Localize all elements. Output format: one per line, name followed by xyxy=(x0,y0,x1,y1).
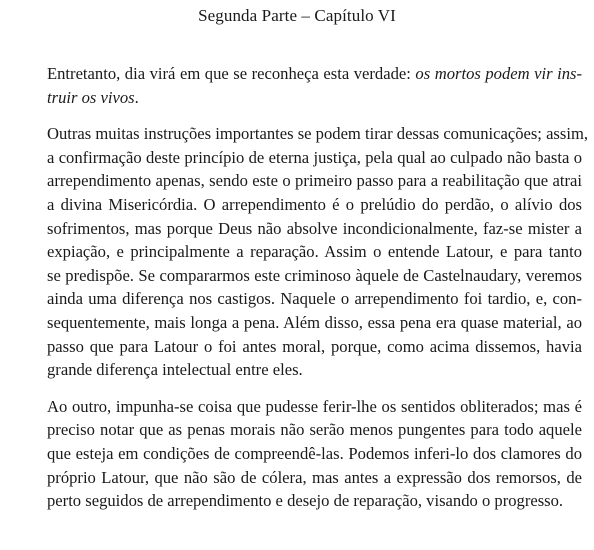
text-line: se predispõe. Se compararmos este criminoso àquele de Castelnaudary, veremos xyxy=(47,265,582,285)
text-line: a confirmação deste princípio de eterna justiça, pela qual ao culpado não basta o xyxy=(47,147,582,167)
italic-quote: os mortos podem vir ins- xyxy=(415,64,583,83)
paragraph-1-line-2: truir os vivos. xyxy=(47,87,139,107)
italic-quote-continued: truir os vivos xyxy=(47,87,135,107)
running-header: Segunda Parte – Capítulo VI xyxy=(198,6,396,25)
paragraph-3 xyxy=(47,395,582,513)
text-line: próprio Latour, que não são de cólera, mas antes a expressão dos remorsos, de xyxy=(47,467,582,487)
text-line: arrependimento apenas, sendo este o primeiro passo para a reabilitação que atrai xyxy=(47,171,582,191)
paragraph-2 xyxy=(47,122,589,382)
paragraph-1-line-1: Entretanto, dia virá em que se reconheça esta verdade: os mortos podem vir ins- xyxy=(47,64,583,83)
text-line: grande diferença intelectual entre eles. xyxy=(47,360,303,380)
body-text xyxy=(47,62,589,513)
text-line: a divina Misericórdia. O arrependimento é o prelúdio do perdão, o alívio dos xyxy=(47,194,582,214)
text-line: expiação, e principalmente a reparação. Assim o entende Latour, e para tanto xyxy=(47,242,582,262)
paragraph-1 xyxy=(47,62,582,109)
text-line: preciso notar que as penas morais não serão menos pungentes para todo aquele xyxy=(47,420,582,440)
text-line: Ao outro, impunha-se coisa que pudesse ferir-lhe os sentidos obliterados; mas é xyxy=(47,396,582,416)
text-line: Outras muitas instruções importantes se podem tirar dessas comunicações; assim, xyxy=(47,124,589,144)
text-line: ainda uma diferença nos castigos. Naquele o arrependimento foi tardio, e, con- xyxy=(47,289,582,309)
text-line: sofrimentos, mas porque Deus não absolve incondicionalmente, faz-se mister a xyxy=(47,218,582,238)
text-line: sequentemente, mais longa a pena. Além disso, essa pena era quase material, ao xyxy=(47,312,582,332)
text-line: que esteja em condições de compreendê-las. Podemos inferi-lo dos clamores do xyxy=(47,443,582,463)
text-line: passo que para Latour o foi antes moral, porque, como acima dissemos, havia xyxy=(47,336,582,356)
text-line: perto seguidos de arrependimento e desejo de reparação, visando o progresso. xyxy=(47,491,564,511)
